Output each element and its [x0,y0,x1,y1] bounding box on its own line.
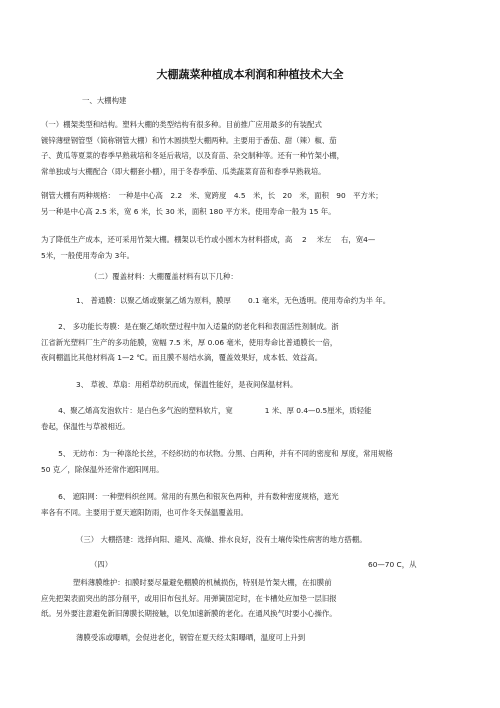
paragraph [90,557,112,573]
text-line: 薄膜受冻或曝晒，会促进老化，钢管在夏天经太阳曝晒，温度可上升到 [76,633,306,642]
paragraph [76,630,305,646]
paragraph [41,575,337,622]
text-line: 纸。另外要注意避免新旧薄膜长期接触，以免加速新膜的老化。在通风换气时要小心操作。 [41,609,337,618]
text-line: 镀锌薄壁钢管型（简称钢管大棚）和竹木圆拱型大棚两种。主要用于番茄、甜（辣）椒、茄 [41,135,337,145]
text-line: 为了降低生产成本，还可采用竹架大棚。棚架以毛竹或小圆木为材料搭成，高 2 米左 右，宽4— [41,235,376,244]
text-line: 卷起，保温性与草被相近。 [41,421,130,431]
paragraph [368,557,417,573]
section-heading [90,269,238,285]
text-line: 夜间棚温比其他材料高 1—2 ℃。而且膜不易结水滴，覆盖效果好，成本低、效益高。 [41,353,323,362]
text-line: （一）棚架类型和结构。塑料大棚的类型结构有很多种。目前推广应用最多的有装配式 [41,120,322,129]
paragraph [76,293,390,309]
paragraph [41,403,372,434]
paragraph [41,319,339,366]
document-title: 大棚蔬菜种植成本利润和种植技术大全 [156,68,344,81]
text-line: 4、聚乙烯高发泡软片：是白色多气泡的塑料软片，宽 1 米、厚 0.4—0.5厘米，质轻能 [41,406,372,415]
text-line: 常单独或与大棚配合（即大棚套小棚），用于冬春季茄、瓜类蔬菜育苗和春季早熟栽培。 [41,166,326,176]
text-line: 子、黄瓜等夏菜的春季早熟栽培和冬延后栽培，以及育苗、杂交制种等。还有一种竹架小棚， [41,151,345,160]
text-line: 5米，一般使用寿命为 3年。 [41,250,135,260]
paragraph [41,117,344,179]
paragraph [41,232,375,263]
text-line: （三） 大棚搭建：选择向阳、避风、高燥、排水良好，没有土壤传染性病害的地方搭棚。 [76,535,367,544]
text-line: 2、 多功能长寿膜：是在聚乙烯吹塑过程中加入适量的防老化料和表面活性剂制成。浙 [41,322,339,331]
paragraph [76,377,297,393]
text-line: 50 克／，除保温外还常作遮阳网用。 [41,464,164,474]
text-line: 1、 普通膜：以聚乙烯或聚氯乙烯为原料，膜厚 0.1 毫米，无色透明。使用寿命约为半 年。 [76,296,391,305]
text-line: 率各有不同。主要用于夏天遮阳防雨，也可作冬天保温覆盖用。 [41,507,248,517]
section-heading [82,93,126,109]
text-line: 60—70 C，从 [368,560,417,569]
text-line: 5、 无纺布：为一种涤纶长丝，不经织纺的布状物。分黑、白两种，并有不同的密度和 厚度，常用规格 [41,449,393,458]
text-line: 另一种是中心高 2.5 米，宽 6 米，长 30 米，面积 180 平方米。使用寿命一般为 15 年。 [41,206,336,216]
text-line: （二）覆盖材料：大棚覆盖材料有以下几种： [90,272,238,281]
paragraph [41,446,393,477]
text-line: 塑料薄膜维护：扣膜时要尽量避免棚膜的机械损伤，特别是竹架大棚，在扣膜前 [41,578,332,587]
text-line: 钢管大棚有两种规格： 一种是中心高 2.2 米、宽跨度 4.5 米，长 20 米，面积 90 平方米； [41,191,383,200]
text-line: （四） [90,560,113,569]
text-line: 3、 草被、草扇：用稻草纺织而成，保温性能好，是夜间保温材料。 [76,380,298,389]
text-line: 江省新光塑料厂生产的多功能膜，宽幅 7.5 米，厚 0.06 毫米，使用寿命比普通膜长一倍， [41,337,338,347]
paragraph [41,489,339,520]
text-line: 6、 遮阳网：一种塑料织丝网。常用的有黑色和银灰色两种，并有数种密度规格，遮光 [41,492,339,501]
text-line: 一、大棚构建 [82,96,127,105]
text-line: 应先把架表面突出的部分削平，或用旧布包扎好。用弹簧固定时，在卡槽处应加垫一层旧报 [41,593,337,603]
paragraph [76,532,367,548]
paragraph [41,188,383,219]
